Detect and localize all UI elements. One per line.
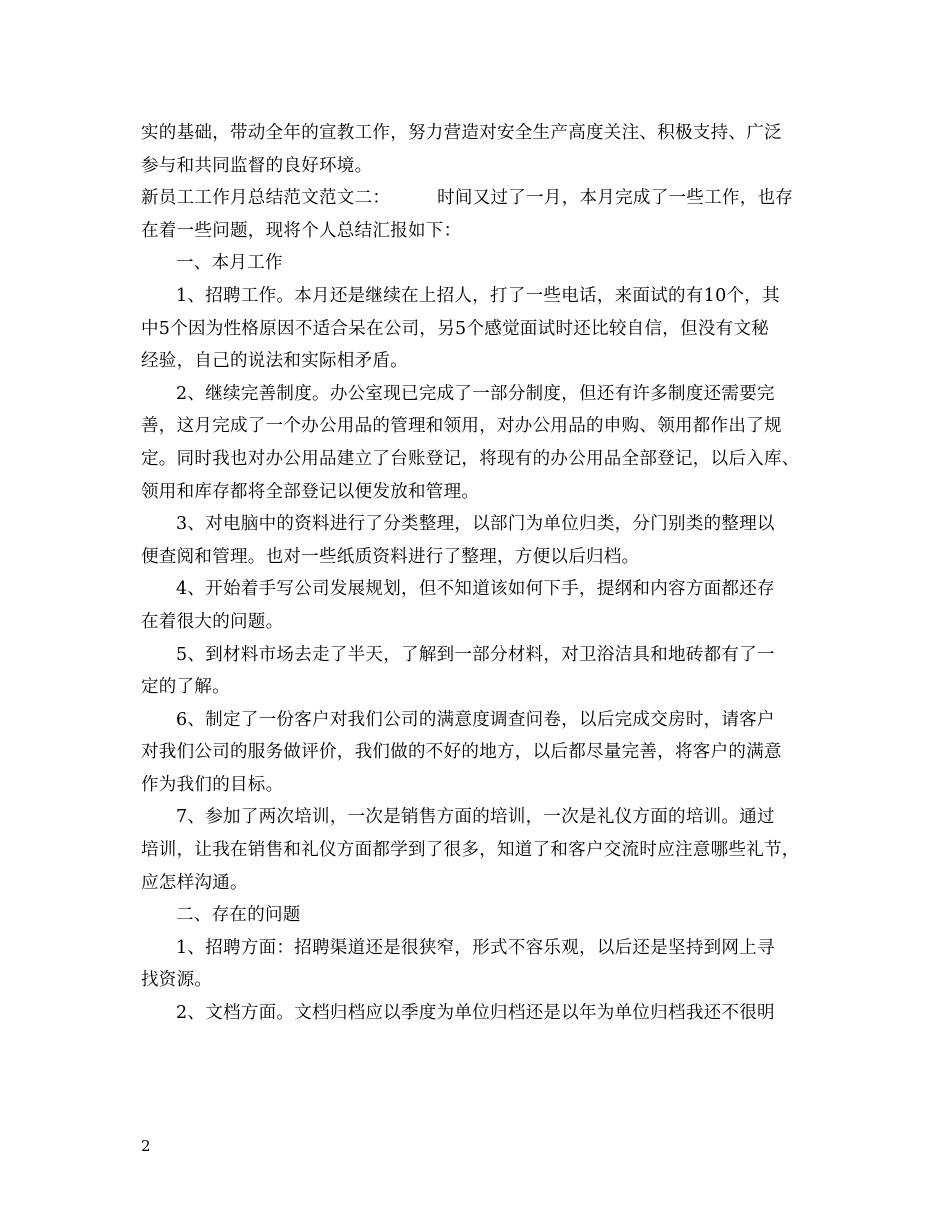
text-line: 在着一些问题，现将个人总结汇报如下： [141, 220, 462, 241]
text-line: 5、到材料市场去走了半天，了解到一部分材料，对卫浴洁具和地砖都有了一 [176, 644, 775, 665]
section-heading: 一、本月工作 [176, 253, 283, 274]
text-line: 6、制定了一份客户对我们公司的满意度调查问卷，以后完成交房时，请客户 [176, 709, 775, 730]
text-line: 定。同时我也对办公用品建立了台账登记，将现有的办公用品全部登记，以后入库、 [141, 448, 800, 469]
text-line: 在着很大的问题。 [141, 611, 284, 632]
text-line: 作为我们的目标。 [141, 774, 284, 795]
text-line: 1、招聘工作。本月还是继续在上招人，打了一些电话，来面试的有10个，其 [176, 285, 780, 306]
text-line: 4、开始着手写公司发展规划，但不知道该如何下手，提纲和内容方面都还存 [176, 579, 775, 600]
body-text [141, 117, 821, 1030]
text-line: 对我们公司的服务做评价，我们做的不好的地方，以后都尽量完善，将客户的满意 [141, 742, 782, 763]
text-line: 2、继续完善制度。办公室现已完成了一部分制度，但还有许多制度还需要完 [176, 383, 775, 404]
text-line: 领用和库存都将全部登记以便发放和管理。 [141, 481, 480, 502]
text-line: 7、参加了两次培训，一次是销售方面的培训，一次是礼仪方面的培训。通过 [176, 807, 775, 828]
text-line: 定的了解。 [141, 677, 230, 698]
text-line: 中5个因为性格原因不适合呆在公司，另5个感觉面试时还比较自信，但没有文秘 [141, 318, 770, 339]
text-line: 1、招聘方面：招聘渠道还是很狭窄，形式不容乐观，以后还是坚持到网上寻 [176, 937, 775, 958]
text-line: 便查阅和管理。也对一些纸质资料进行了整理，方便以后归档。 [141, 546, 640, 567]
text-line: 参与和共同监督的良好环境。 [141, 155, 373, 176]
text-line: 新员工工作月总结范文范文二： 时间又过了一月，本月完成了一些工作，也存 [141, 188, 794, 209]
text-line: 找资源。 [141, 970, 213, 991]
text-line: 应怎样沟通。 [141, 872, 248, 893]
text-line: 培训，让我在销售和礼仪方面都学到了很多，知道了和客户交流时应注意哪些礼节， [141, 840, 800, 861]
text-line: 善，这月完成了一个办公用品的管理和领用，对办公用品的申购、领用都作出了规 [141, 416, 782, 437]
page-number: 2 [141, 1137, 151, 1155]
text-line: 经验，自己的说法和实际相矛盾。 [141, 351, 408, 372]
text-line: 2、文档方面。文档归档应以季度为单位归档还是以年为单位归档我还不很明 [176, 1003, 775, 1024]
text-line: 3、对电脑中的资料进行了分类整理，以部门为单位归类，分门别类的整理以 [176, 514, 775, 535]
text-line: 实的基础，带动全年的宣教工作，努力营造对安全生产高度关注、积极支持、广泛 [141, 123, 782, 143]
section-heading: 二、存在的问题 [176, 905, 301, 926]
